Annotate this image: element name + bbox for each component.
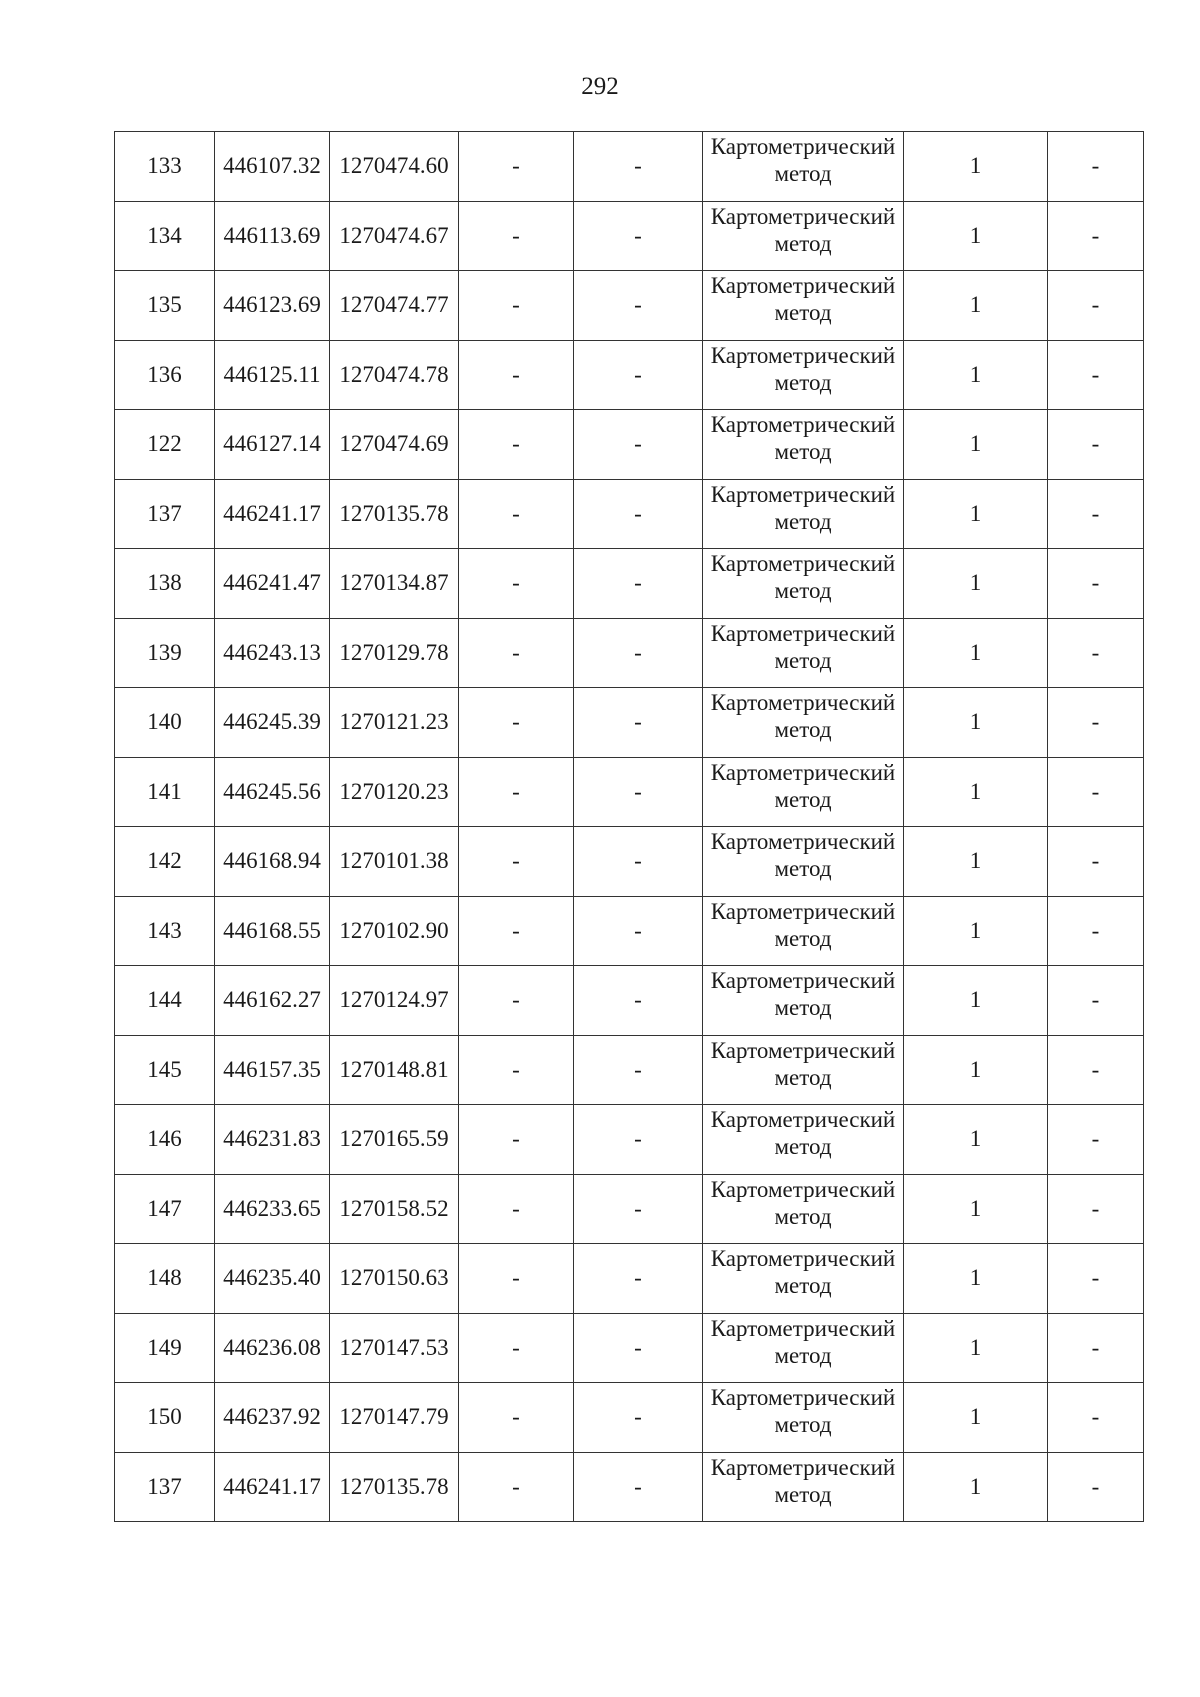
point-number-cell: 136 bbox=[115, 340, 215, 410]
page-number: 292 bbox=[581, 73, 619, 100]
empty-value-cell: - bbox=[459, 1035, 574, 1105]
empty-value-cell: - bbox=[459, 1105, 574, 1175]
method-label-line2: метод bbox=[774, 230, 832, 256]
accuracy-cell: 1 bbox=[904, 966, 1048, 1036]
x-coordinate-cell: 446168.94 bbox=[215, 827, 330, 897]
empty-value-cell: - bbox=[459, 410, 574, 480]
method-cell bbox=[703, 966, 904, 1036]
empty-value-cell: - bbox=[1048, 966, 1144, 1036]
empty-value-cell: - bbox=[1048, 479, 1144, 549]
empty-value-cell: - bbox=[459, 132, 574, 202]
method-label-line1: Картометрический bbox=[710, 898, 896, 924]
method-label-line2: метод bbox=[774, 1273, 832, 1298]
empty-value-cell: - bbox=[574, 132, 703, 202]
x-coordinate-cell: 446236.08 bbox=[215, 1313, 330, 1383]
method-cell bbox=[703, 410, 904, 480]
empty-value-cell: - bbox=[574, 618, 703, 688]
table-row bbox=[115, 757, 1144, 827]
x-coordinate-cell: 446123.69 bbox=[215, 271, 330, 341]
x-coordinate-cell: 446162.27 bbox=[215, 966, 330, 1036]
x-coordinate-cell: 446157.35 bbox=[215, 1035, 330, 1105]
method-label-line1: Картометрический bbox=[710, 620, 896, 646]
method-label-line1: Картометрический bbox=[710, 412, 896, 437]
empty-value-cell: - bbox=[459, 1174, 574, 1244]
empty-value-cell: - bbox=[1048, 201, 1144, 271]
table-row bbox=[115, 896, 1144, 966]
method-label-line2: метод bbox=[774, 369, 832, 395]
method-label-line1: Картометрический bbox=[710, 273, 896, 298]
point-number-cell: 143 bbox=[115, 896, 215, 966]
empty-value-cell: - bbox=[1048, 1383, 1144, 1453]
method-label-line2: метод bbox=[774, 578, 832, 603]
x-coordinate-cell: 446113.69 bbox=[215, 201, 330, 271]
method-cell bbox=[703, 827, 904, 897]
coordinates-table bbox=[114, 131, 1144, 1522]
method-cell bbox=[703, 896, 904, 966]
y-coordinate-cell: 1270121.23 bbox=[330, 688, 459, 758]
y-coordinate-cell: 1270147.79 bbox=[330, 1383, 459, 1453]
y-coordinate-cell: 1270134.87 bbox=[330, 549, 459, 619]
table-row bbox=[115, 410, 1144, 480]
method-cell bbox=[703, 1452, 904, 1522]
empty-value-cell: - bbox=[1048, 1244, 1144, 1314]
empty-value-cell: - bbox=[1048, 340, 1144, 410]
accuracy-cell: 1 bbox=[904, 827, 1048, 897]
method-cell bbox=[703, 1105, 904, 1175]
empty-value-cell: - bbox=[574, 1174, 703, 1244]
empty-value-cell: - bbox=[1048, 132, 1144, 202]
empty-value-cell: - bbox=[574, 1313, 703, 1383]
empty-value-cell: - bbox=[459, 549, 574, 619]
empty-value-cell: - bbox=[1048, 896, 1144, 966]
method-cell bbox=[703, 1244, 904, 1314]
point-number-cell: 144 bbox=[115, 966, 215, 1036]
point-number-cell: 145 bbox=[115, 1035, 215, 1105]
method-label-line2: метод bbox=[774, 1134, 832, 1159]
empty-value-cell: - bbox=[459, 1383, 574, 1453]
table-row bbox=[115, 271, 1144, 341]
empty-value-cell: - bbox=[1048, 410, 1144, 480]
empty-value-cell: - bbox=[459, 271, 574, 341]
point-number-cell: 139 bbox=[115, 618, 215, 688]
point-number-cell: 137 bbox=[115, 479, 215, 549]
empty-value-cell: - bbox=[574, 896, 703, 966]
y-coordinate-cell: 1270135.78 bbox=[330, 1452, 459, 1522]
point-number-cell: 140 bbox=[115, 688, 215, 758]
point-number-cell: 141 bbox=[115, 757, 215, 827]
method-label-line1: Картометрический bbox=[710, 481, 896, 507]
table-row bbox=[115, 479, 1144, 549]
x-coordinate-cell: 446127.14 bbox=[215, 410, 330, 480]
y-coordinate-cell: 1270474.60 bbox=[330, 132, 459, 202]
method-label-line2: метод bbox=[774, 1203, 832, 1229]
method-label-line2: метод bbox=[774, 508, 832, 534]
method-cell bbox=[703, 479, 904, 549]
method-cell bbox=[703, 1035, 904, 1105]
empty-value-cell: - bbox=[459, 966, 574, 1036]
empty-value-cell: - bbox=[574, 410, 703, 480]
point-number-cell: 138 bbox=[115, 549, 215, 619]
y-coordinate-cell: 1270129.78 bbox=[330, 618, 459, 688]
empty-value-cell: - bbox=[1048, 827, 1144, 897]
empty-value-cell: - bbox=[459, 479, 574, 549]
point-number-cell: 134 bbox=[115, 201, 215, 271]
empty-value-cell: - bbox=[1048, 1174, 1144, 1244]
table-row bbox=[115, 1035, 1144, 1105]
method-cell bbox=[703, 201, 904, 271]
y-coordinate-cell: 1270165.59 bbox=[330, 1105, 459, 1175]
method-label-line1: Картометрический bbox=[710, 759, 896, 785]
method-label-line2: метод bbox=[774, 1481, 832, 1507]
accuracy-cell: 1 bbox=[904, 1105, 1048, 1175]
empty-value-cell: - bbox=[459, 201, 574, 271]
method-label-line2: метод bbox=[774, 1342, 832, 1368]
accuracy-cell: 1 bbox=[904, 340, 1048, 410]
accuracy-cell: 1 bbox=[904, 410, 1048, 480]
method-cell bbox=[703, 1174, 904, 1244]
x-coordinate-cell: 446241.17 bbox=[215, 479, 330, 549]
y-coordinate-cell: 1270158.52 bbox=[330, 1174, 459, 1244]
table-row bbox=[115, 1244, 1144, 1314]
empty-value-cell: - bbox=[574, 340, 703, 410]
table-row bbox=[115, 1174, 1144, 1244]
point-number-cell: 148 bbox=[115, 1244, 215, 1314]
empty-value-cell: - bbox=[574, 271, 703, 341]
accuracy-cell: 1 bbox=[904, 1383, 1048, 1453]
method-label-line1: Картометрический bbox=[710, 1107, 896, 1132]
empty-value-cell: - bbox=[459, 1452, 574, 1522]
method-cell bbox=[703, 1383, 904, 1453]
accuracy-cell: 1 bbox=[904, 757, 1048, 827]
method-label-line2: метод bbox=[774, 786, 832, 812]
empty-value-cell: - bbox=[459, 340, 574, 410]
accuracy-cell: 1 bbox=[904, 1035, 1048, 1105]
empty-value-cell: - bbox=[574, 1105, 703, 1175]
empty-value-cell: - bbox=[459, 1313, 574, 1383]
empty-value-cell: - bbox=[1048, 1035, 1144, 1105]
method-label-line2: метод bbox=[774, 647, 832, 673]
method-label-line2: метод bbox=[774, 717, 832, 742]
method-label-line1: Картометрический bbox=[710, 690, 896, 715]
table-body bbox=[115, 132, 1144, 1522]
empty-value-cell: - bbox=[1048, 757, 1144, 827]
point-number-cell: 147 bbox=[115, 1174, 215, 1244]
empty-value-cell: - bbox=[459, 827, 574, 897]
empty-value-cell: - bbox=[1048, 1105, 1144, 1175]
empty-value-cell: - bbox=[1048, 618, 1144, 688]
accuracy-cell: 1 bbox=[904, 1313, 1048, 1383]
empty-value-cell: - bbox=[574, 827, 703, 897]
method-cell bbox=[703, 340, 904, 410]
empty-value-cell: - bbox=[574, 549, 703, 619]
table-row bbox=[115, 1313, 1144, 1383]
table-row bbox=[115, 340, 1144, 410]
method-label-line2: метод bbox=[774, 300, 832, 325]
method-label-line2: метод bbox=[774, 1412, 832, 1437]
method-label-line1: Картометрический bbox=[710, 1246, 896, 1271]
method-label-line1: Картометрический bbox=[710, 968, 896, 993]
method-label-line1: Картометрический bbox=[710, 1037, 896, 1063]
y-coordinate-cell: 1270135.78 bbox=[330, 479, 459, 549]
table-row bbox=[115, 132, 1144, 202]
method-label-line1: Картометрический bbox=[710, 1385, 896, 1410]
method-label-line1: Картометрический bbox=[710, 203, 896, 229]
empty-value-cell: - bbox=[574, 757, 703, 827]
x-coordinate-cell: 446231.83 bbox=[215, 1105, 330, 1175]
table-row bbox=[115, 549, 1144, 619]
y-coordinate-cell: 1270101.38 bbox=[330, 827, 459, 897]
method-label-line1: Картометрический bbox=[710, 1315, 896, 1341]
table-row bbox=[115, 827, 1144, 897]
point-number-cell: 149 bbox=[115, 1313, 215, 1383]
method-cell bbox=[703, 271, 904, 341]
empty-value-cell: - bbox=[574, 201, 703, 271]
method-cell bbox=[703, 549, 904, 619]
table-row bbox=[115, 618, 1144, 688]
y-coordinate-cell: 1270474.77 bbox=[330, 271, 459, 341]
x-coordinate-cell: 446168.55 bbox=[215, 896, 330, 966]
x-coordinate-cell: 446243.13 bbox=[215, 618, 330, 688]
y-coordinate-cell: 1270150.63 bbox=[330, 1244, 459, 1314]
point-number-cell: 122 bbox=[115, 410, 215, 480]
x-coordinate-cell: 446241.17 bbox=[215, 1452, 330, 1522]
y-coordinate-cell: 1270120.23 bbox=[330, 757, 459, 827]
empty-value-cell: - bbox=[1048, 549, 1144, 619]
accuracy-cell: 1 bbox=[904, 479, 1048, 549]
empty-value-cell: - bbox=[574, 1383, 703, 1453]
table-row bbox=[115, 966, 1144, 1036]
x-coordinate-cell: 446237.92 bbox=[215, 1383, 330, 1453]
point-number-cell: 137 bbox=[115, 1452, 215, 1522]
x-coordinate-cell: 446245.56 bbox=[215, 757, 330, 827]
y-coordinate-cell: 1270124.97 bbox=[330, 966, 459, 1036]
x-coordinate-cell: 446235.40 bbox=[215, 1244, 330, 1314]
method-cell bbox=[703, 132, 904, 202]
empty-value-cell: - bbox=[459, 757, 574, 827]
accuracy-cell: 1 bbox=[904, 896, 1048, 966]
empty-value-cell: - bbox=[1048, 688, 1144, 758]
method-label-line1: Картометрический bbox=[710, 134, 896, 159]
table-row bbox=[115, 1383, 1144, 1453]
accuracy-cell: 1 bbox=[904, 1244, 1048, 1314]
empty-value-cell: - bbox=[459, 1244, 574, 1314]
method-label-line2: метод bbox=[774, 1064, 832, 1090]
method-label-line1: Картометрический bbox=[710, 342, 896, 368]
accuracy-cell: 1 bbox=[904, 271, 1048, 341]
y-coordinate-cell: 1270147.53 bbox=[330, 1313, 459, 1383]
accuracy-cell: 1 bbox=[904, 618, 1048, 688]
x-coordinate-cell: 446107.32 bbox=[215, 132, 330, 202]
empty-value-cell: - bbox=[1048, 1452, 1144, 1522]
table-row bbox=[115, 201, 1144, 271]
table-row bbox=[115, 1105, 1144, 1175]
method-label-line1: Картометрический bbox=[710, 829, 896, 854]
method-cell bbox=[703, 757, 904, 827]
method-label-line1: Картометрический bbox=[710, 1454, 896, 1480]
y-coordinate-cell: 1270102.90 bbox=[330, 896, 459, 966]
point-number-cell: 133 bbox=[115, 132, 215, 202]
method-label-line2: метод bbox=[774, 925, 832, 951]
method-cell bbox=[703, 1313, 904, 1383]
y-coordinate-cell: 1270474.78 bbox=[330, 340, 459, 410]
accuracy-cell: 1 bbox=[904, 1174, 1048, 1244]
method-label-line2: метод bbox=[774, 995, 832, 1020]
accuracy-cell: 1 bbox=[904, 201, 1048, 271]
method-label-line1: Картометрический bbox=[710, 551, 896, 576]
empty-value-cell: - bbox=[459, 896, 574, 966]
empty-value-cell: - bbox=[459, 688, 574, 758]
method-label-line2: метод bbox=[774, 439, 832, 464]
point-number-cell: 150 bbox=[115, 1383, 215, 1453]
empty-value-cell: - bbox=[574, 1035, 703, 1105]
point-number-cell: 135 bbox=[115, 271, 215, 341]
y-coordinate-cell: 1270474.69 bbox=[330, 410, 459, 480]
x-coordinate-cell: 446241.47 bbox=[215, 549, 330, 619]
table-row bbox=[115, 688, 1144, 758]
accuracy-cell: 1 bbox=[904, 132, 1048, 202]
method-label-line2: метод bbox=[774, 161, 832, 186]
accuracy-cell: 1 bbox=[904, 1452, 1048, 1522]
point-number-cell: 142 bbox=[115, 827, 215, 897]
y-coordinate-cell: 1270148.81 bbox=[330, 1035, 459, 1105]
empty-value-cell: - bbox=[574, 1244, 703, 1314]
x-coordinate-cell: 446245.39 bbox=[215, 688, 330, 758]
empty-value-cell: - bbox=[1048, 271, 1144, 341]
accuracy-cell: 1 bbox=[904, 688, 1048, 758]
method-cell bbox=[703, 688, 904, 758]
empty-value-cell: - bbox=[459, 618, 574, 688]
method-label-line1: Картометрический bbox=[710, 1176, 896, 1202]
method-label-line2: метод bbox=[774, 856, 832, 881]
x-coordinate-cell: 446233.65 bbox=[215, 1174, 330, 1244]
x-coordinate-cell: 446125.11 bbox=[215, 340, 330, 410]
empty-value-cell: - bbox=[574, 688, 703, 758]
table-row bbox=[115, 1452, 1144, 1522]
y-coordinate-cell: 1270474.67 bbox=[330, 201, 459, 271]
empty-value-cell: - bbox=[574, 966, 703, 1036]
accuracy-cell: 1 bbox=[904, 549, 1048, 619]
empty-value-cell: - bbox=[574, 1452, 703, 1522]
method-cell bbox=[703, 618, 904, 688]
empty-value-cell: - bbox=[1048, 1313, 1144, 1383]
point-number-cell: 146 bbox=[115, 1105, 215, 1175]
empty-value-cell: - bbox=[574, 479, 703, 549]
